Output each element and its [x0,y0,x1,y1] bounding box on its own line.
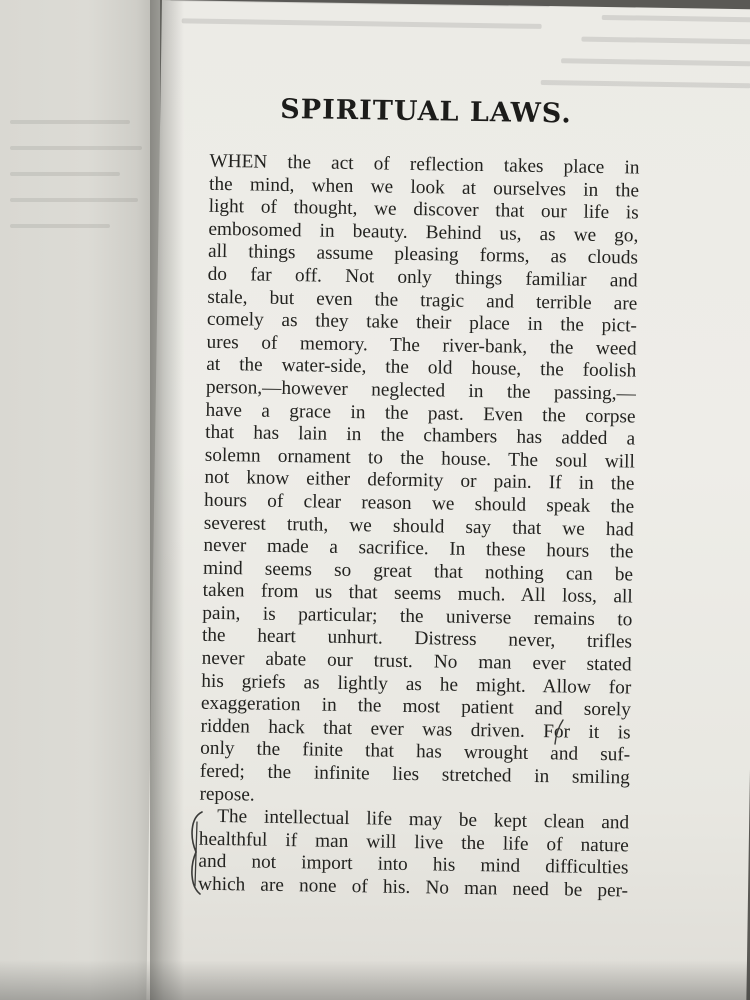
text-line: stale, but even the tragic and terrible are [207,286,638,315]
text-line: light of thought, we discover that our life is [208,195,639,224]
text-line: his griefs as lightly as he might. Allow for [201,670,632,699]
text-line: healthful if man will live the life of nature [198,828,629,857]
pencil-bracket-mark [182,808,212,898]
text-line: The intellectual life may be kept clean and [217,806,630,834]
text-line: taken from us that seems much. All loss, all [202,579,633,608]
text-line: never made a sacrifice. In these hours the [203,534,634,563]
text-line: the mind, when we look at ourselves in the [208,173,640,202]
text-line: fered; the infinite lies stretched in smiling [199,760,631,789]
text-line: WHEN the act of reflection takes place in [209,150,640,179]
text-line: that has lain in the chambers has added a [205,421,636,450]
text-line: and not import into his mind difficulties [198,851,629,879]
text-line: all things assume pleasing forms, as clouds [207,241,639,269]
text-line: ridden hack that ever was driven. For it is [200,715,631,744]
text-line: exaggeration in the most patient and sorely [200,692,632,721]
text-line: person,—however neglected in the passing,— [205,376,637,405]
text-line: the heart unhurt. Distress never, trifles [201,625,633,653]
text-line: severest truth, we should say that we had [203,512,634,540]
text-line: mind seems so great that nothing can be [202,557,634,586]
bottom-shadow [0,960,750,1000]
text-line: do far off. Not only things familiar and [207,263,638,292]
text-line: ures of memory. The river-bank, the weed [206,331,637,360]
text-line: at the water-side, the old house, the foolish [206,354,637,382]
chapter-title: SPIRITUAL LAWS. [280,93,573,130]
text-line: which are none of his. No man need be per- [197,873,629,902]
text-line: never abate our trust. No man ever stated [201,647,632,676]
text-line: have a grace in the past. Even the corpse [205,399,636,428]
left-facing-page [0,0,160,1000]
text-line: only the finite that has wrought and suf- [200,738,631,766]
right-page [146,0,750,1000]
text-line: pain, is particular; the universe remains to [202,602,633,631]
book-gutter-shadow [150,0,184,1000]
text-line: repose. [199,783,255,806]
body-text [198,151,640,903]
text-line: comely as they take their place in the pict- [206,308,638,337]
text-line: embosomed in beauty. Behind us, as we go, [208,218,639,247]
pencil-slash-mark [552,718,566,746]
text-line: hours of clear reason we should speak the [203,489,635,518]
text-line: not know either deformity or pain. If in the [204,467,635,495]
text-line: solemn ornament to the house. The soul will [204,444,635,473]
